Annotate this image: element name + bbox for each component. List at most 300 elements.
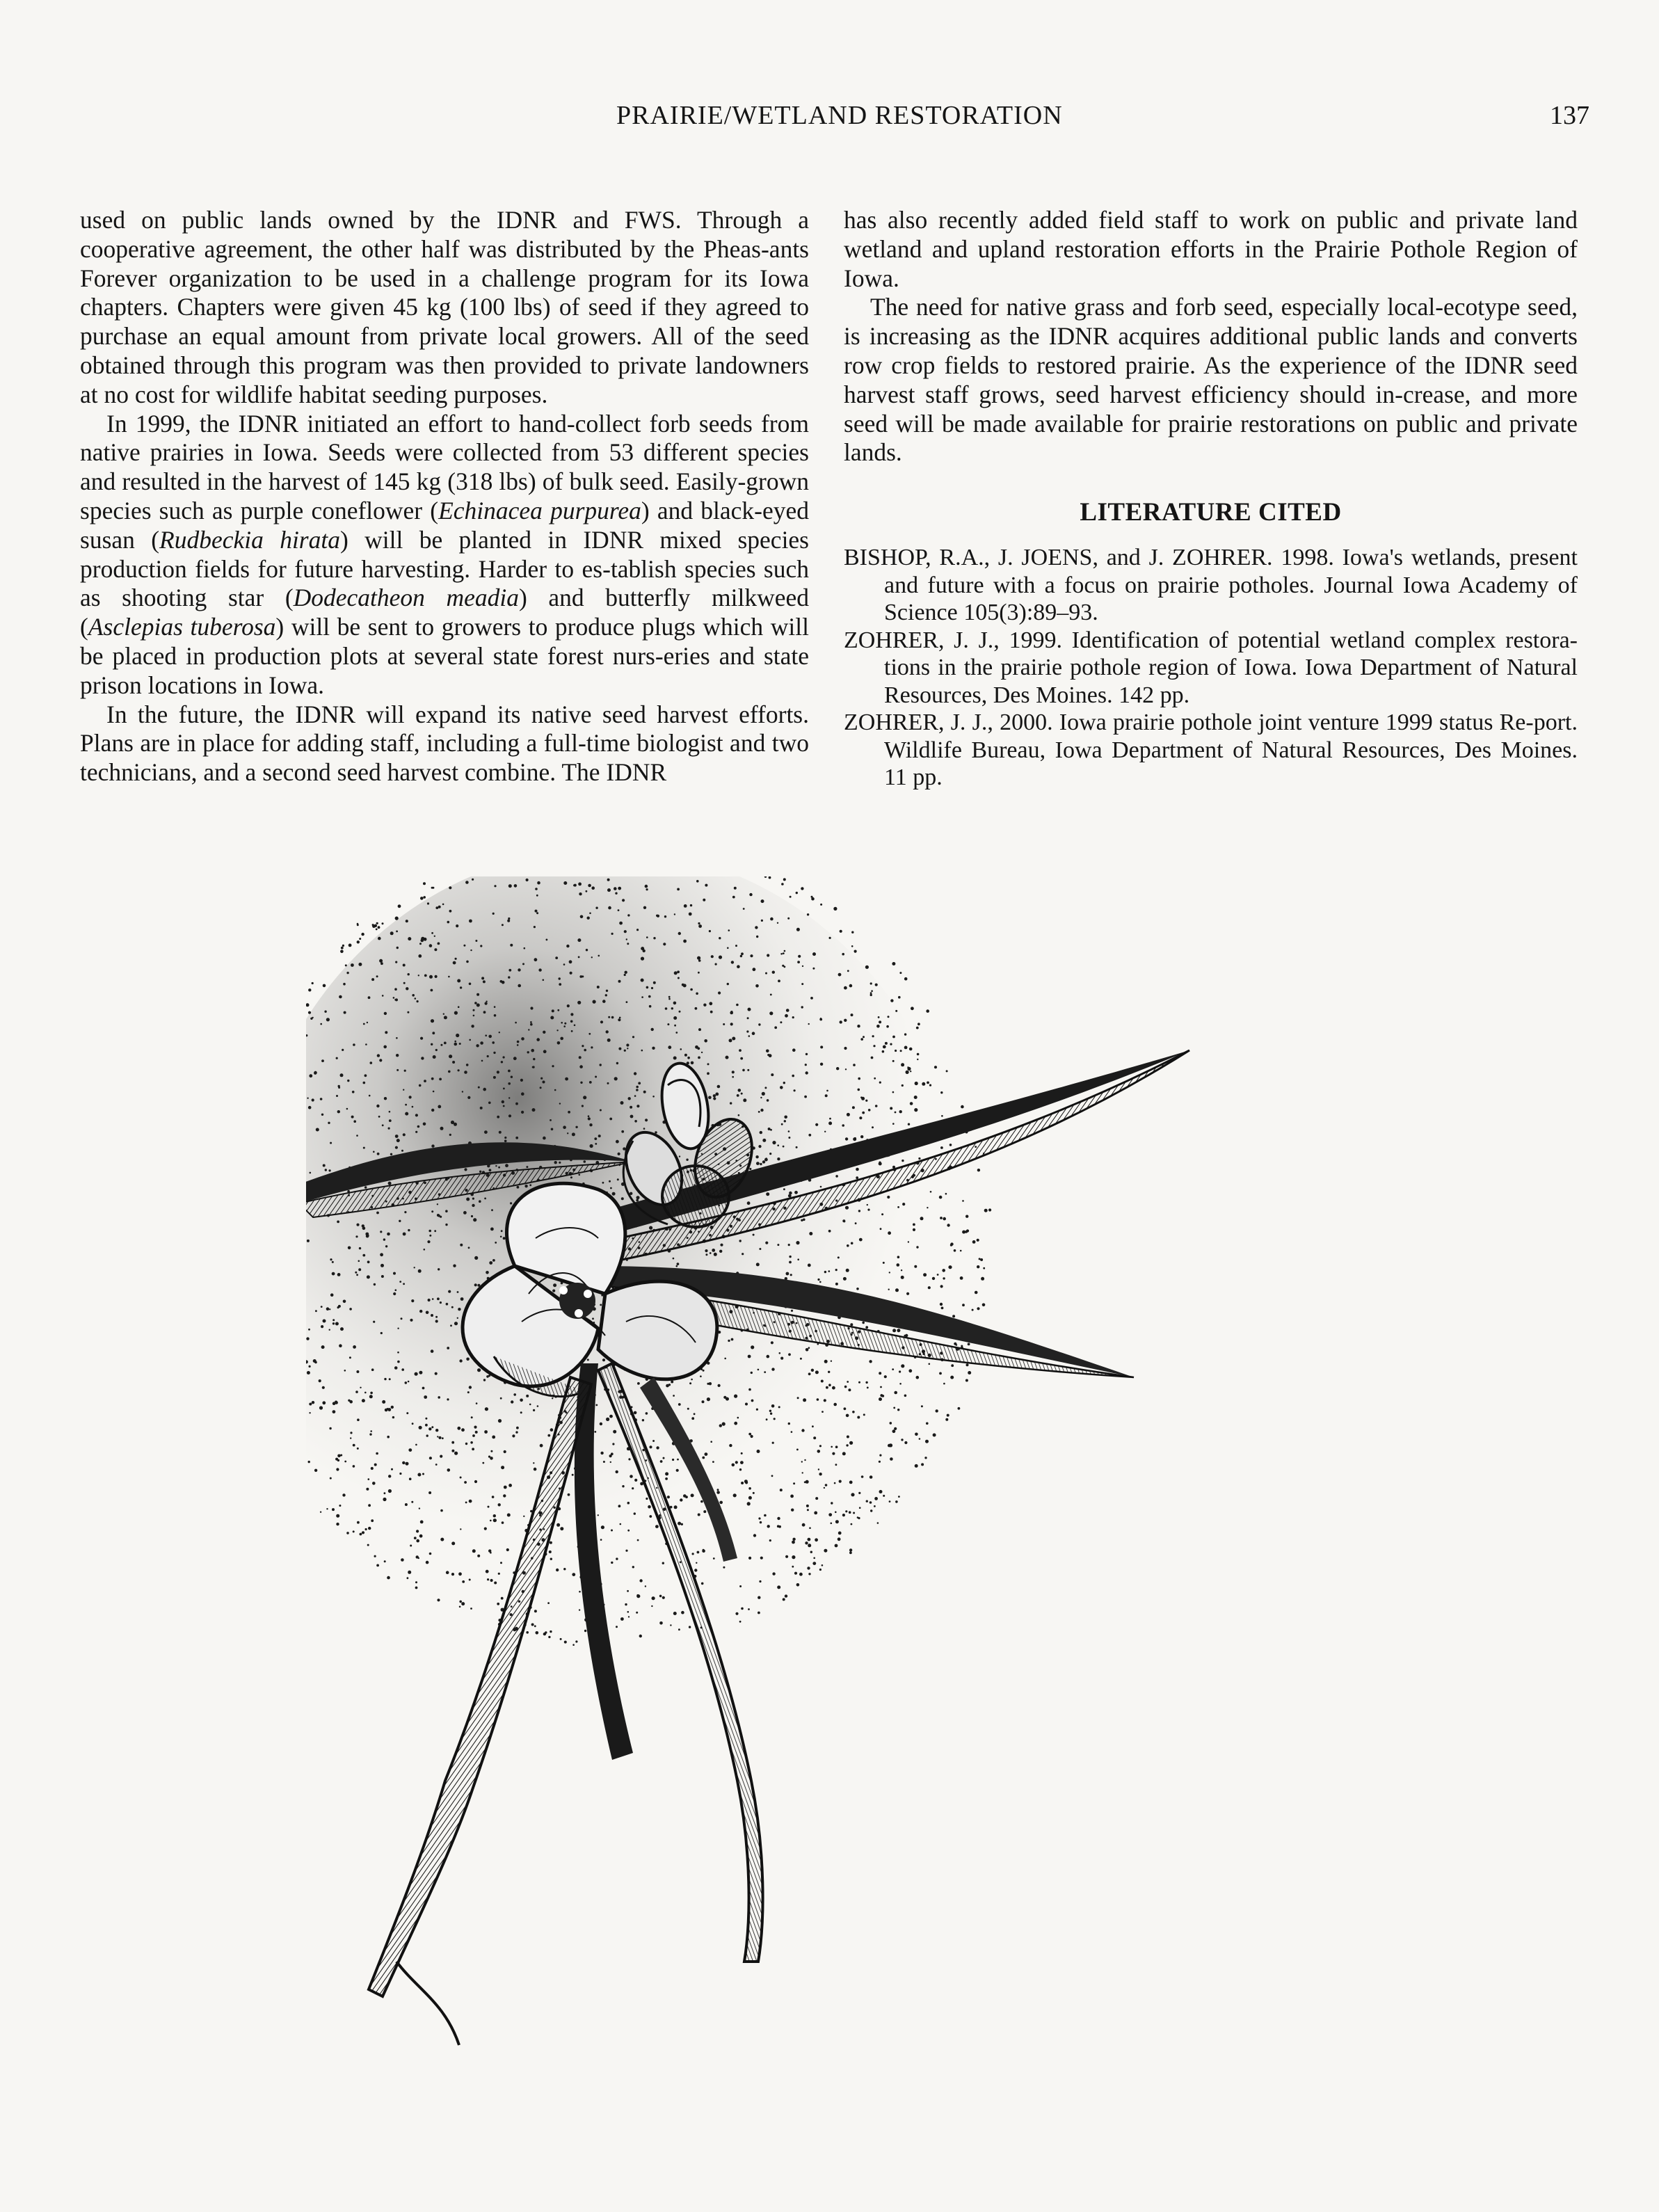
stipple-dot (632, 1487, 634, 1489)
stipple-dot (536, 1038, 540, 1041)
stipple-dot (665, 1007, 668, 1010)
stipple-dot (698, 959, 701, 962)
stipple-dot (854, 950, 857, 953)
stipple-dot (951, 1364, 954, 1367)
stipple-dot (906, 1292, 909, 1295)
stipple-dot (870, 994, 872, 996)
stipple-dot (961, 1345, 963, 1347)
stipple-dot (343, 1300, 346, 1304)
stipple-dot (915, 1082, 918, 1085)
stipple-dot (419, 1426, 422, 1429)
stipple-dot (648, 995, 651, 998)
stipple-dot (470, 1608, 472, 1610)
stipple-dot (778, 1406, 780, 1408)
stipple-dot (770, 994, 772, 996)
stipple-dot (408, 1571, 411, 1574)
stipple-dot (638, 1082, 641, 1084)
stipple-dot (614, 887, 617, 890)
stipple-dot (457, 979, 460, 983)
stipple-dot (337, 1221, 339, 1224)
stipple-dot (453, 1265, 456, 1267)
stipple-dot (536, 895, 538, 897)
stipple-dot (641, 1050, 643, 1052)
stipple-dot (564, 1641, 567, 1644)
stipple-dot (521, 1092, 524, 1096)
stipple-dot (529, 1404, 531, 1406)
stipple-dot (691, 1379, 693, 1381)
stipple-dot (960, 1276, 963, 1280)
stipple-dot (732, 1071, 735, 1073)
stipple-dot (426, 1311, 429, 1315)
stipple-dot (684, 904, 687, 908)
stipple-dot (895, 1288, 899, 1292)
stipple-dot (339, 1505, 341, 1507)
stipple-dot (307, 1371, 310, 1375)
stipple-dot (320, 1098, 323, 1100)
stipple-dot (454, 1011, 458, 1015)
stipple-dot (788, 1137, 790, 1139)
stipple-dot (383, 1238, 385, 1240)
stipple-dot (737, 1094, 739, 1097)
stipple-dot (376, 1212, 379, 1215)
stipple-dot (748, 1487, 751, 1490)
stipple-dot (904, 1335, 906, 1337)
stipple-dot (851, 1523, 853, 1525)
stipple-dot (939, 1196, 943, 1199)
stipple-dot (526, 1166, 528, 1168)
stipple-dot (856, 1288, 859, 1290)
stipple-dot (921, 1463, 924, 1466)
stipple-dot (418, 954, 422, 958)
stipple-dot (348, 1247, 351, 1250)
stipple-dot (702, 1457, 705, 1459)
stipple-dot (882, 1050, 885, 1053)
stipple-dot (852, 1106, 855, 1109)
stipple-dot (861, 1475, 864, 1478)
stipple-dot (719, 1250, 722, 1253)
stipple-dot (415, 1131, 417, 1133)
stipple-dot (628, 1616, 630, 1617)
stipple-dot (831, 1523, 833, 1525)
stipple-dot (446, 1303, 449, 1306)
stipple-dot (747, 1502, 751, 1505)
stipple-dot (388, 1182, 392, 1185)
stipple-dot (911, 1007, 914, 1010)
stipple-dot (895, 1010, 897, 1012)
stipple-dot (531, 1624, 534, 1626)
stipple-dot (668, 998, 671, 1000)
stipple-dot (416, 1539, 419, 1543)
stipple-dot (600, 1109, 602, 1112)
stipple-dot (929, 1363, 931, 1365)
stipple-dot (828, 1371, 830, 1373)
stipple-dot (570, 1013, 573, 1016)
stipple-dot (703, 1549, 705, 1551)
stipple-dot (914, 1265, 917, 1268)
stipple-dot (947, 1224, 949, 1226)
stipple-dot (778, 979, 780, 982)
stipple-dot (363, 1023, 365, 1025)
stipple-dot (475, 940, 477, 942)
stipple-dot (772, 1572, 775, 1575)
stipple-dot (940, 1285, 943, 1288)
stipple-dot (471, 1025, 474, 1027)
stipple-dot (438, 1105, 441, 1109)
stipple-dot (563, 1568, 566, 1570)
stipple-dot (646, 888, 648, 890)
stipple-dot (352, 1091, 355, 1093)
stipple-dot (828, 1384, 831, 1386)
stipple-dot (493, 1076, 496, 1079)
stipple-dot (800, 1358, 802, 1360)
stipple-dot (630, 1115, 634, 1119)
stipple-dot (431, 1144, 434, 1147)
stipple-dot (689, 1382, 691, 1384)
stipple-dot (560, 1037, 563, 1041)
stipple-dot (421, 1057, 424, 1059)
stipple-dot (678, 1628, 680, 1630)
stipple-dot (936, 1409, 938, 1412)
stipple-dot (769, 1011, 773, 1015)
stipple-dot (705, 1452, 708, 1456)
stipple-dot (369, 1433, 371, 1435)
stipple-dot (833, 907, 837, 911)
stipple-dot (857, 1416, 860, 1419)
stipple-dot (435, 1464, 438, 1466)
stipple-dot (502, 1100, 504, 1103)
stipple-dot (448, 976, 450, 978)
stipple-dot (399, 1281, 401, 1283)
stipple-dot (476, 1044, 479, 1047)
stipple-dot (869, 1501, 872, 1504)
stipple-dot (901, 1084, 904, 1087)
stipple-dot (397, 1361, 400, 1363)
stipple-dot (444, 1042, 447, 1045)
stipple-dot (492, 913, 495, 915)
stipple-dot (674, 1505, 678, 1509)
stipple-dot (342, 945, 344, 947)
stipple-dot (929, 1084, 931, 1087)
stipple-dot (962, 1304, 965, 1306)
stipple-dot (819, 1445, 822, 1447)
stipple-dot (850, 1323, 853, 1326)
stipple-dot (503, 1088, 505, 1090)
stipple-dot (469, 1500, 472, 1503)
stipple-dot (777, 1517, 780, 1520)
stipple-dot (777, 1585, 780, 1589)
stipple-dot (306, 1337, 309, 1340)
stipple-dot (321, 1306, 323, 1308)
stipple-dot (740, 1057, 743, 1060)
stipple-dot (805, 1541, 808, 1544)
stipple-dot (344, 1461, 346, 1463)
stipple-dot (858, 1077, 860, 1080)
stipple-dot (410, 1319, 412, 1322)
stipple-dot (470, 949, 472, 951)
stipple-dot (540, 1087, 542, 1089)
stipple-dot (338, 1085, 340, 1087)
stipple-dot (809, 1232, 812, 1235)
stipple-dot (579, 892, 582, 895)
stipple-dot (343, 983, 346, 986)
stipple-dot (858, 1089, 860, 1091)
stipple-dot (445, 1224, 447, 1226)
stipple-dot (500, 1562, 502, 1564)
stipple-dot (483, 1088, 486, 1091)
stipple-dot (703, 1370, 705, 1372)
stipple-dot (337, 1306, 339, 1308)
stipple-dot (808, 1134, 811, 1137)
stipple-dot (419, 1310, 422, 1313)
stipple-dot (588, 1117, 591, 1120)
stipple-dot (531, 1049, 534, 1052)
stipple-dot (616, 1062, 618, 1064)
stipple-dot (792, 1541, 795, 1544)
stipple-dot (842, 1124, 844, 1127)
stipple-dot (484, 1430, 488, 1434)
stipple-dot (965, 1379, 968, 1382)
stipple-dot (751, 1372, 753, 1374)
stipple-dot (417, 1000, 419, 1002)
stipple-dot (332, 1319, 335, 1321)
stipple-dot (591, 886, 595, 890)
stipple-dot (674, 1025, 676, 1027)
stipple-dot (715, 1093, 719, 1096)
stipple-dot (595, 1143, 597, 1145)
stipple-dot (926, 1422, 929, 1425)
stipple-dot (770, 917, 774, 921)
stipple-dot (652, 1047, 655, 1050)
stipple-dot (438, 1436, 441, 1439)
stipple-dot (457, 1427, 460, 1430)
stipple-dot (446, 1571, 449, 1574)
stipple-dot (624, 1050, 626, 1052)
stipple-dot (890, 999, 893, 1002)
stipple-dot (382, 1400, 385, 1404)
stipple-dot (914, 1108, 917, 1112)
stipple-dot (684, 1054, 687, 1057)
stipple-dot (719, 1424, 722, 1427)
stipple-dot (556, 1029, 558, 1031)
stipple-dot (517, 1186, 520, 1189)
stipple-dot (598, 1514, 599, 1516)
stipple-dot (453, 961, 456, 965)
stipple-dot (801, 1006, 803, 1008)
stipple-dot (832, 1452, 835, 1455)
stipple-dot (743, 1098, 746, 1102)
stipple-dot (792, 1048, 796, 1052)
stipple-dot (503, 1105, 505, 1107)
stipple-dot (910, 1102, 913, 1105)
stipple-dot (600, 1064, 602, 1066)
stipple-dot (376, 975, 378, 977)
stipple-dot (780, 1357, 783, 1360)
stipple-dot (578, 883, 582, 886)
stipple-dot (626, 938, 627, 940)
stipple-dot (513, 1057, 517, 1060)
stipple-dot (367, 1544, 369, 1546)
stipple-dot (415, 1444, 417, 1446)
stipple-dot (574, 1025, 576, 1027)
stipple-dot (481, 977, 484, 979)
stipple-dot (428, 1427, 431, 1430)
stipple-dot (423, 896, 426, 899)
stipple-dot (770, 1413, 772, 1415)
stipple-dot (374, 1464, 377, 1466)
stipple-dot (845, 1137, 848, 1140)
stipple-dot (492, 1041, 495, 1044)
stipple-dot (462, 1580, 465, 1583)
stipple-dot (698, 1028, 701, 1031)
stipple-dot (885, 1042, 888, 1045)
stipple-dot (396, 1037, 398, 1039)
stipple-dot (437, 1436, 438, 1437)
stipple-dot (981, 1277, 984, 1281)
stipple-dot (329, 1427, 331, 1429)
stipple-dot (451, 1573, 454, 1576)
stipple-dot (502, 924, 504, 926)
stipple-dot (892, 1123, 895, 1125)
stipple-dot (849, 1511, 851, 1514)
stipple-dot (313, 1359, 316, 1363)
stipple-dot (330, 1258, 332, 1260)
stipple-dot (521, 1037, 524, 1041)
stipple-dot (340, 1327, 344, 1331)
stipple-dot (807, 913, 809, 915)
stipple-dot (351, 1116, 354, 1119)
stipple-dot (353, 1465, 355, 1468)
stipple-dot (691, 1493, 694, 1497)
stipple-dot (618, 909, 620, 911)
stipple-dot (557, 1009, 559, 1011)
stipple-dot (362, 1399, 365, 1402)
stipple-dot (788, 1244, 790, 1246)
stipple-dot (627, 1048, 628, 1049)
stipple-dot (636, 1196, 640, 1199)
stipple-dot (942, 1269, 945, 1272)
stipple-dot (350, 1437, 351, 1438)
stipple-dot (598, 955, 600, 957)
stipple-dot (767, 1054, 769, 1056)
stipple-dot (336, 1514, 339, 1518)
stipple-dot (387, 1576, 390, 1580)
stipple-dot (908, 1241, 909, 1242)
stipple-dot (879, 1490, 883, 1493)
stipple-dot (367, 1022, 368, 1023)
stipple-dot (742, 1253, 744, 1255)
stipple-dot (743, 908, 745, 910)
stipple-dot (856, 1176, 858, 1179)
stipple-dot (370, 1392, 373, 1395)
stipple-dot (513, 1393, 516, 1396)
stipple-dot (710, 1252, 712, 1254)
stipple-dot (678, 932, 681, 935)
stipple-dot (328, 1122, 330, 1124)
stipple-dot (512, 1434, 515, 1437)
stipple-dot (534, 958, 538, 961)
stipple-dot (673, 1612, 677, 1615)
stipple-dot (394, 988, 397, 991)
stipple-dot (697, 956, 700, 960)
stipple-dot (870, 992, 872, 994)
stipple-dot (741, 1093, 743, 1095)
stipple-dot (426, 1561, 429, 1564)
stipple-dot (403, 964, 406, 967)
stipple-dot (709, 1002, 712, 1005)
stipple-dot (616, 1470, 618, 1473)
stipple-dot (308, 1106, 312, 1109)
stipple-dot (760, 1521, 762, 1523)
stipple-dot (376, 929, 378, 931)
stipple-dot (543, 1137, 546, 1140)
stipple-dot (641, 996, 643, 998)
stipple-dot (403, 982, 406, 984)
stipple-dot (735, 945, 737, 947)
stipple-dot (376, 1105, 379, 1107)
stipple-dot (902, 1203, 905, 1205)
stipple-dot (628, 1458, 630, 1460)
stipple-dot (346, 972, 348, 974)
stipple-dot (636, 1105, 639, 1107)
stipple-dot (813, 1436, 816, 1439)
stipple-dot (923, 1273, 927, 1276)
stipple-dot (463, 945, 465, 947)
stipple-dot (930, 1191, 932, 1193)
stipple-dot (698, 1514, 700, 1516)
stipple-dot (881, 1213, 883, 1215)
stipple-dot (572, 1644, 575, 1646)
stipple-dot (447, 1398, 449, 1400)
stipple-dot (418, 975, 419, 976)
stipple-dot (575, 1640, 577, 1642)
stipple-dot (559, 1103, 561, 1104)
stipple-dot (892, 1329, 896, 1332)
stipple-dot (871, 990, 873, 992)
stipple-dot (901, 1269, 902, 1271)
stipple-dot (423, 882, 426, 885)
stipple-dot (427, 902, 429, 904)
stipple-dot (758, 1145, 761, 1148)
stipple-dot (357, 1418, 360, 1421)
stipple-dot (831, 1361, 832, 1362)
stipple-dot (550, 1016, 554, 1020)
stipple-dot (748, 1355, 751, 1359)
stipple-dot (713, 1097, 716, 1100)
stipple-dot (459, 1043, 461, 1045)
stipple-dot (645, 1119, 648, 1121)
stipple-dot (659, 1595, 662, 1598)
stipple-dot (408, 1229, 410, 1231)
stipple-dot (355, 1272, 357, 1274)
stipple-dot (838, 1532, 842, 1535)
stipple-dot (695, 1007, 698, 1010)
stipple-dot (435, 1429, 438, 1432)
stipple-dot (678, 1522, 681, 1525)
stipple-dot (389, 1119, 392, 1122)
stipple-dot (461, 1428, 465, 1432)
stipple-dot (901, 1364, 904, 1368)
stipple-dot (391, 1468, 393, 1470)
stipple-dot (393, 997, 395, 999)
stipple-dot (361, 933, 364, 936)
stipple-dot (888, 1231, 891, 1235)
stipple-dot (414, 1267, 415, 1268)
stipple-dot (793, 1482, 795, 1484)
stipple-dot (632, 1566, 634, 1568)
stipple-dot (889, 1500, 891, 1502)
stipple-dot (597, 986, 600, 988)
stipple-dot (758, 1517, 760, 1519)
